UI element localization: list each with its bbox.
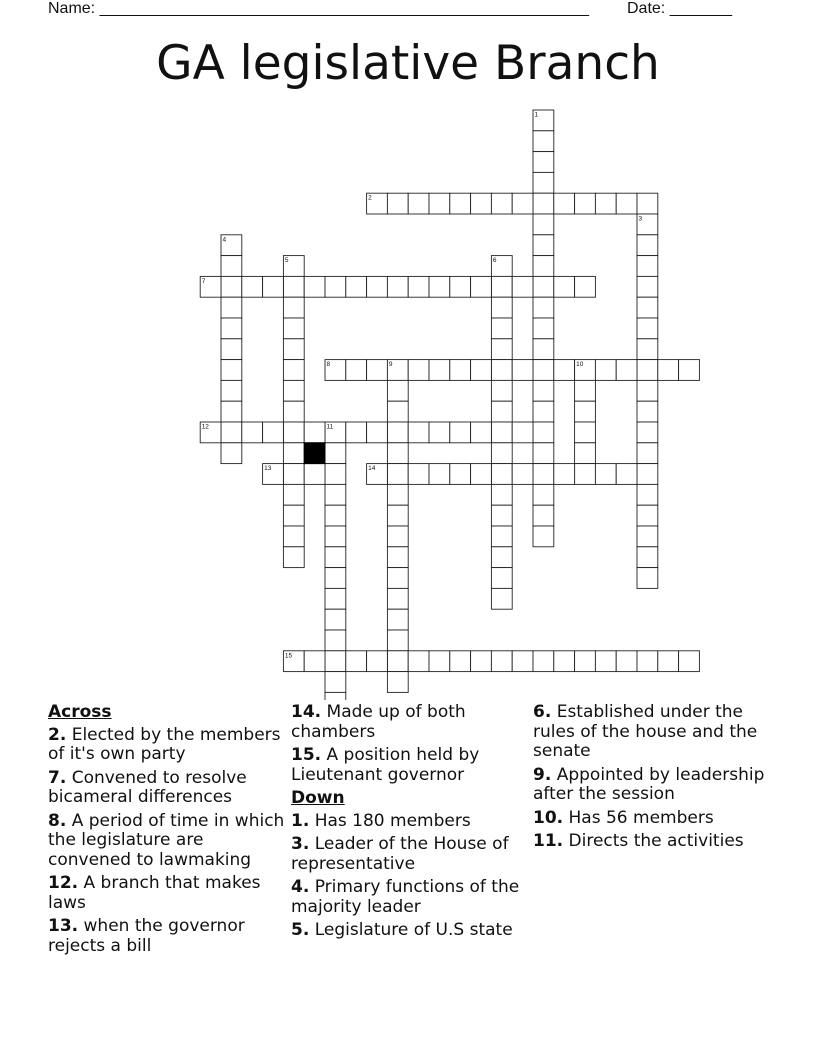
grid-cell[interactable] xyxy=(637,235,658,256)
clue-number-label: 13 xyxy=(264,465,272,473)
grid-cell[interactable] xyxy=(221,276,242,297)
grid-cell[interactable] xyxy=(408,651,429,672)
grid-cell[interactable] xyxy=(283,547,304,568)
grid-cell[interactable] xyxy=(450,360,471,381)
clue-text: when the governor rejects a bill xyxy=(48,916,245,956)
clue-number-label: 2 xyxy=(368,194,372,202)
grid-cell[interactable] xyxy=(637,443,658,464)
grid-cell[interactable] xyxy=(387,609,408,630)
grid-cell[interactable] xyxy=(346,422,367,443)
clue-text: A position held by Lieutenant governor xyxy=(291,745,480,785)
grid-cell[interactable] xyxy=(429,193,450,214)
grid-cell[interactable] xyxy=(263,276,284,297)
grid-cell[interactable] xyxy=(637,464,658,485)
grid-cell[interactable] xyxy=(491,360,512,381)
grid-cell[interactable] xyxy=(658,651,679,672)
clue-text: Primary functions of the majority leader xyxy=(291,877,520,917)
clue-number-label: 3 xyxy=(638,215,643,223)
grid-cell[interactable] xyxy=(491,443,512,464)
clue-text: Leader of the House of representative xyxy=(291,834,509,874)
grid-cell[interactable] xyxy=(637,505,658,526)
grid-cell[interactable] xyxy=(616,651,637,672)
clue-number-label: 6 xyxy=(492,257,497,265)
grid-cell[interactable] xyxy=(533,526,554,547)
grid-cell[interactable] xyxy=(679,360,700,381)
grid-cell[interactable] xyxy=(325,568,346,589)
grid-cell[interactable] xyxy=(533,401,554,422)
grid-cell[interactable] xyxy=(595,464,616,485)
grid-cell[interactable] xyxy=(512,360,533,381)
clue-number: 8. xyxy=(48,810,67,831)
clue-number-label: 15 xyxy=(284,652,293,660)
grid-cell[interactable] xyxy=(533,380,554,401)
grid-cell[interactable] xyxy=(637,360,658,381)
grid-cell[interactable] xyxy=(387,526,408,547)
grid-cell[interactable] xyxy=(408,276,429,297)
clue-item xyxy=(291,746,529,785)
grid-cell[interactable] xyxy=(595,651,616,672)
date-field-label[interactable]: Date: _______ xyxy=(627,0,732,17)
clue-number: 14. xyxy=(291,702,322,722)
grid-cell[interactable] xyxy=(304,276,325,297)
grid-cell[interactable] xyxy=(471,651,492,672)
clue-text: Convened to resolve bicameral differences xyxy=(48,767,247,807)
grid-cell[interactable] xyxy=(221,360,242,381)
clue-text: Has 56 members xyxy=(563,807,714,828)
grid-cell[interactable] xyxy=(325,609,346,630)
grid-cell[interactable] xyxy=(387,588,408,609)
grid-cell[interactable] xyxy=(242,422,263,443)
clue-number-label: 1 xyxy=(534,111,539,119)
grid-cell[interactable] xyxy=(346,276,367,297)
grid-cell[interactable] xyxy=(575,422,596,443)
grid-cell[interactable] xyxy=(283,422,304,443)
grid-cell[interactable] xyxy=(283,484,304,505)
grid-cell[interactable] xyxy=(429,464,450,485)
grid-cell[interactable] xyxy=(575,443,596,464)
clue-number: 12. xyxy=(48,873,79,893)
grid-cell[interactable] xyxy=(512,193,533,214)
grid-cell[interactable] xyxy=(533,505,554,526)
clue-number: 6. xyxy=(533,702,552,722)
grid-cell[interactable] xyxy=(429,651,450,672)
grid-cell[interactable] xyxy=(387,193,408,214)
grid-cell[interactable] xyxy=(533,318,554,339)
grid-cell[interactable] xyxy=(387,568,408,589)
clue-text: Has 180 members xyxy=(309,810,471,831)
clue-number: 9. xyxy=(533,764,552,785)
grid-cell[interactable] xyxy=(429,360,450,381)
grid-cell[interactable] xyxy=(387,380,408,401)
grid-cell[interactable] xyxy=(450,422,471,443)
clue-number: 3. xyxy=(291,834,310,854)
grid-cell[interactable] xyxy=(637,401,658,422)
grid-cell[interactable] xyxy=(554,276,575,297)
clue-number: 10. xyxy=(533,807,564,828)
clue-item xyxy=(48,769,286,808)
grid-cell[interactable] xyxy=(429,276,450,297)
clue-text: Legislature of U.S state xyxy=(309,920,513,940)
grid-cell[interactable] xyxy=(637,484,658,505)
grid-cell[interactable] xyxy=(283,339,304,360)
grid-cell[interactable] xyxy=(533,152,554,173)
grid-cell[interactable] xyxy=(637,193,658,214)
grid-cell[interactable] xyxy=(408,193,429,214)
clue-item xyxy=(291,878,529,917)
grid-cell[interactable] xyxy=(221,339,242,360)
grid-cell[interactable] xyxy=(346,651,367,672)
grid-cell[interactable] xyxy=(367,422,388,443)
clue-text: Made up of both chambers xyxy=(291,702,466,742)
grid-cell[interactable] xyxy=(533,443,554,464)
grid-cell[interactable] xyxy=(491,401,512,422)
grid-cell[interactable] xyxy=(387,464,408,485)
grid-cell[interactable] xyxy=(533,464,554,485)
grid-cell[interactable] xyxy=(450,276,471,297)
clue-number: 4. xyxy=(291,877,310,897)
grid-cell[interactable] xyxy=(283,276,304,297)
grid-cell[interactable] xyxy=(533,360,554,381)
grid-cell[interactable] xyxy=(450,464,471,485)
grid-cell[interactable] xyxy=(283,380,304,401)
grid-cell[interactable] xyxy=(387,547,408,568)
clue-number: 15. xyxy=(291,745,322,765)
grid-cell[interactable] xyxy=(491,568,512,589)
grid-cell[interactable] xyxy=(263,422,284,443)
clue-number: 7. xyxy=(48,767,67,788)
grid-cell[interactable] xyxy=(325,692,346,700)
grid-cell[interactable] xyxy=(325,276,346,297)
clue-number: 13. xyxy=(48,916,79,936)
grid-cell[interactable] xyxy=(221,256,242,277)
clue-text: A period of time in which the legislature are convened to lawmaking xyxy=(48,810,285,870)
grid-cell[interactable] xyxy=(221,380,242,401)
clue-section-heading: Across xyxy=(48,702,112,722)
grid-cell[interactable] xyxy=(325,547,346,568)
grid-cell[interactable] xyxy=(491,339,512,360)
grid-cell[interactable] xyxy=(325,651,346,672)
clue-number: 1. xyxy=(291,810,310,831)
grid-cell[interactable] xyxy=(346,360,367,381)
clue-item xyxy=(48,726,286,765)
grid-cell[interactable] xyxy=(471,422,492,443)
grid-cell[interactable] xyxy=(533,339,554,360)
grid-cell[interactable] xyxy=(533,172,554,193)
grid-cell[interactable] xyxy=(533,131,554,152)
grid-cell[interactable] xyxy=(283,401,304,422)
clue-text: Appointed by leadership after the session xyxy=(533,764,765,804)
clue-number-label: 10 xyxy=(576,361,584,369)
clue-number: 11. xyxy=(533,831,564,851)
grid-cell[interactable] xyxy=(325,630,346,651)
grid-cell[interactable] xyxy=(679,651,700,672)
grid-cell[interactable] xyxy=(283,505,304,526)
grid-cell[interactable] xyxy=(325,443,346,464)
clue-item xyxy=(291,812,529,832)
clues-column-3 xyxy=(533,703,773,856)
grid-cell[interactable] xyxy=(533,484,554,505)
clue-item xyxy=(533,832,773,852)
grid-cell[interactable] xyxy=(575,651,596,672)
grid-cell[interactable] xyxy=(533,256,554,277)
grid-cell[interactable] xyxy=(575,193,596,214)
name-field-label[interactable]: Name: _______________________________________________________ xyxy=(48,0,589,17)
grid-cell[interactable] xyxy=(658,360,679,381)
grid-cell[interactable] xyxy=(533,651,554,672)
grid-cell[interactable] xyxy=(637,318,658,339)
grid-cell[interactable] xyxy=(408,422,429,443)
grid-cell[interactable] xyxy=(221,422,242,443)
grid-cell[interactable] xyxy=(283,464,304,485)
grid-cell[interactable] xyxy=(221,318,242,339)
clue-number-label: 7 xyxy=(201,277,206,285)
grid-cell[interactable] xyxy=(325,505,346,526)
grid-cell[interactable] xyxy=(491,422,512,443)
grid-cell[interactable] xyxy=(283,360,304,381)
grid-cell[interactable] xyxy=(325,484,346,505)
clue-text: Established under the rules of the house and the senate xyxy=(533,702,758,761)
page-title: GA legislative Branch xyxy=(156,36,660,91)
clue-item xyxy=(291,921,529,941)
clue-item xyxy=(533,766,773,805)
grid-cell[interactable] xyxy=(283,318,304,339)
grid-cell[interactable] xyxy=(575,464,596,485)
grid-cell[interactable] xyxy=(367,651,388,672)
grid-cell[interactable] xyxy=(387,443,408,464)
grid-cell[interactable] xyxy=(367,360,388,381)
grid-cell[interactable] xyxy=(512,422,533,443)
grid-cell[interactable] xyxy=(325,464,346,485)
grid-cell[interactable] xyxy=(387,505,408,526)
grid-cell[interactable] xyxy=(575,380,596,401)
grid-cell[interactable] xyxy=(283,297,304,318)
grid-cell[interactable] xyxy=(491,651,512,672)
grid-cell[interactable] xyxy=(491,276,512,297)
grid-cell[interactable] xyxy=(533,422,554,443)
clue-number: 5. xyxy=(291,920,310,940)
grid-cell[interactable] xyxy=(637,547,658,568)
grid-cell[interactable] xyxy=(491,193,512,214)
grid-cell[interactable] xyxy=(304,651,325,672)
grid-cell[interactable] xyxy=(575,276,596,297)
clue-item xyxy=(533,809,773,829)
grid-cell[interactable] xyxy=(429,422,450,443)
grid-cell[interactable] xyxy=(221,401,242,422)
clue-number-label: 4 xyxy=(222,236,227,244)
clue-text: Directs the activities xyxy=(563,831,744,851)
grid-cell[interactable] xyxy=(575,401,596,422)
clue-item xyxy=(291,703,529,742)
clue-number-label: 14 xyxy=(368,465,376,473)
grid-cell[interactable] xyxy=(637,276,658,297)
grid-cell[interactable] xyxy=(387,401,408,422)
grid-cell[interactable] xyxy=(491,588,512,609)
grid-cell[interactable] xyxy=(387,276,408,297)
grid-cell[interactable] xyxy=(512,276,533,297)
grid-cell[interactable] xyxy=(616,193,637,214)
grid-cell[interactable] xyxy=(533,235,554,256)
clue-section-heading: Down xyxy=(291,788,345,808)
grid-cell[interactable] xyxy=(637,339,658,360)
grid-cell[interactable] xyxy=(637,422,658,443)
grid-cell[interactable] xyxy=(637,651,658,672)
clue-item xyxy=(48,874,286,913)
clue-item xyxy=(48,812,286,871)
grid-cell[interactable] xyxy=(616,464,637,485)
grid-cell[interactable] xyxy=(595,193,616,214)
clue-number: 2. xyxy=(48,724,67,745)
grid-cell[interactable] xyxy=(242,276,263,297)
clues-column-1 xyxy=(48,703,286,960)
grid-cell[interactable] xyxy=(533,193,554,214)
clue-item xyxy=(48,917,286,956)
grid-cell[interactable] xyxy=(512,651,533,672)
grid-cell[interactable] xyxy=(387,630,408,651)
grid-cell[interactable] xyxy=(283,526,304,547)
grid-cell[interactable] xyxy=(387,672,408,693)
grid-cell[interactable] xyxy=(471,464,492,485)
grid-cell[interactable] xyxy=(554,651,575,672)
grid-cell[interactable] xyxy=(387,651,408,672)
grid-cell[interactable] xyxy=(221,297,242,318)
grid-cell[interactable] xyxy=(533,276,554,297)
grid-cell[interactable] xyxy=(491,464,512,485)
grid-cell[interactable] xyxy=(616,360,637,381)
grid-cell[interactable] xyxy=(637,380,658,401)
grid-cell[interactable] xyxy=(533,297,554,318)
grid-cell[interactable] xyxy=(304,422,325,443)
grid-cell[interactable] xyxy=(408,464,429,485)
grid-cell[interactable] xyxy=(283,443,304,464)
grid-cell[interactable] xyxy=(304,464,325,485)
grid-cell[interactable] xyxy=(491,297,512,318)
black-cell xyxy=(304,443,325,464)
grid-cell[interactable] xyxy=(367,276,388,297)
grid-cell[interactable] xyxy=(491,526,512,547)
clues-column-2 xyxy=(291,703,529,945)
grid-cell[interactable] xyxy=(554,360,575,381)
clue-number-label: 12 xyxy=(201,423,209,431)
clue-number-label: 8 xyxy=(326,361,331,369)
clue-number-label: 9 xyxy=(388,361,393,369)
grid-cell[interactable] xyxy=(450,651,471,672)
grid-cell[interactable] xyxy=(554,193,575,214)
grid-cell[interactable] xyxy=(637,256,658,277)
grid-cell[interactable] xyxy=(554,464,575,485)
grid-cell[interactable] xyxy=(387,484,408,505)
grid-cell[interactable] xyxy=(325,526,346,547)
grid-cell[interactable] xyxy=(387,422,408,443)
grid-cell[interactable] xyxy=(491,318,512,339)
grid-cell[interactable] xyxy=(471,360,492,381)
grid-cell[interactable] xyxy=(221,443,242,464)
grid-cell[interactable] xyxy=(512,464,533,485)
grid-cell[interactable] xyxy=(408,360,429,381)
clue-item xyxy=(533,703,773,762)
grid-cell[interactable] xyxy=(595,360,616,381)
grid-cell[interactable] xyxy=(491,380,512,401)
clue-number-label: 5 xyxy=(284,257,289,265)
clue-text: Elected by the members of it's own party xyxy=(48,724,281,764)
clue-text: A branch that makes laws xyxy=(48,873,261,913)
grid-cell[interactable] xyxy=(450,193,471,214)
grid-cell[interactable] xyxy=(471,193,492,214)
grid-cell[interactable] xyxy=(491,505,512,526)
grid-cell[interactable] xyxy=(325,672,346,693)
clue-item xyxy=(291,835,529,874)
grid-cell[interactable] xyxy=(491,547,512,568)
grid-cell[interactable] xyxy=(637,526,658,547)
grid-cell[interactable] xyxy=(491,484,512,505)
grid-cell[interactable] xyxy=(325,588,346,609)
grid-cell[interactable] xyxy=(533,214,554,235)
grid-cell[interactable] xyxy=(637,568,658,589)
grid-cell[interactable] xyxy=(471,276,492,297)
grid-cell[interactable] xyxy=(637,297,658,318)
clue-number-label: 11 xyxy=(326,423,334,431)
